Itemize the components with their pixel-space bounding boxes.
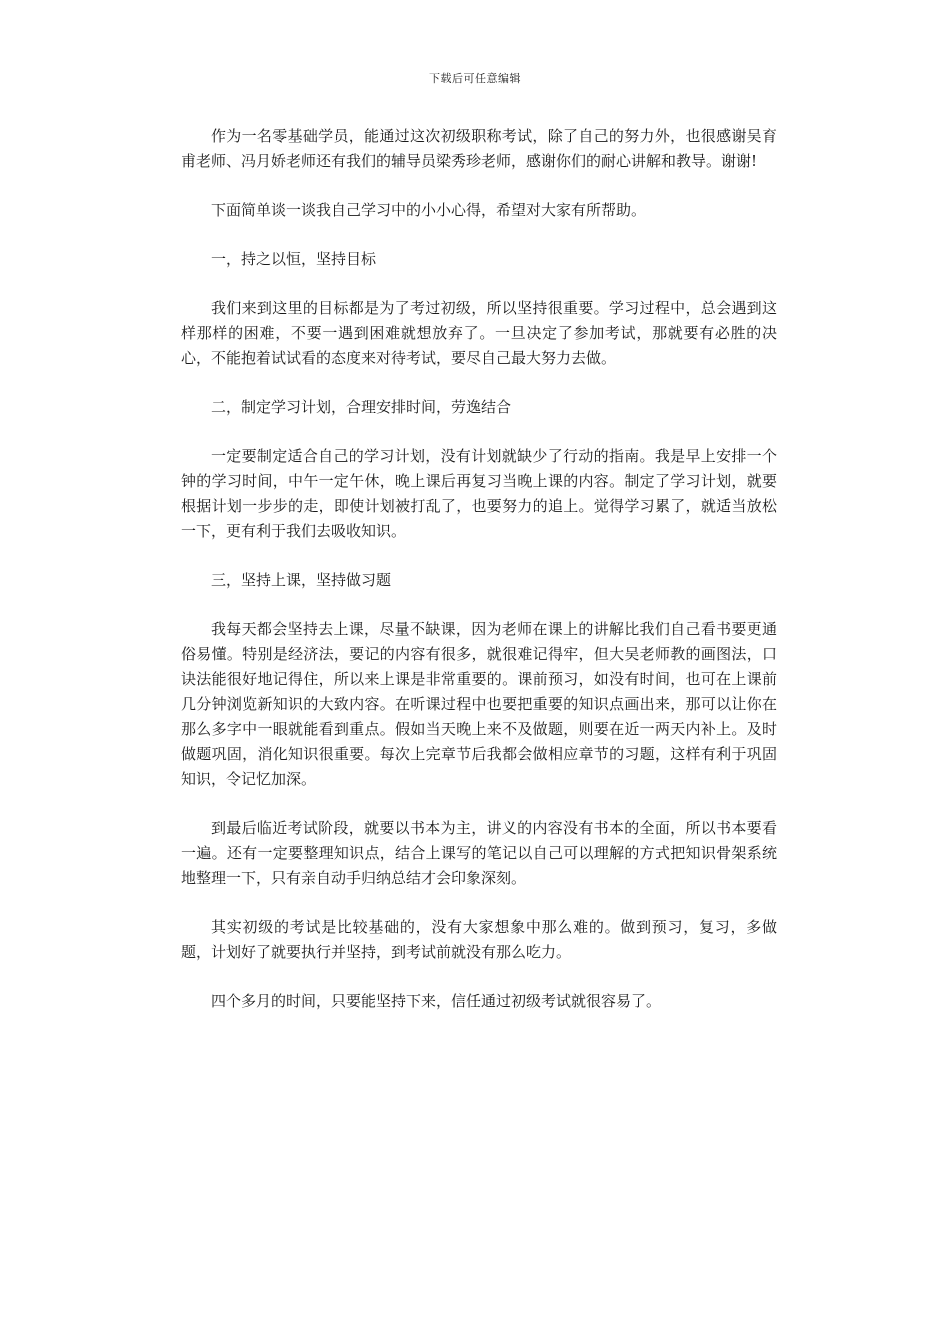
paragraph-section-3: 我每天都会坚持去上课，尽量不缺课，因为老师在课上的讲解比我们自己看书要更通俗易懂。特别是经济法，要记的内容有很多，就很难记得牢，但大吴老师教的画图法，口诀法能很好地记得住，所以来上课是非常重要的。课前预习，如没有时间，也可在上课前几分钟浏览新知识的大致内容。在听课过程中也要把重要的知识点画出来，那可以让你在那么多字中一眼就能看到重点。假如当天晚上来不及做题，则要在近一两天内补上。及时做题巩固，消化知识很重要。每次上完章节后我都会做相应章节的习题，这样有利于巩固知识，令记忆加深。 [181, 620, 777, 788]
page-header: 下载后可任意编辑 [429, 72, 521, 85]
section-heading-3: 三，坚持上课，坚持做习题 [211, 571, 392, 589]
paragraph-final-stage: 到最后临近考试阶段，就要以书本为主，讲义的内容没有书本的全面，所以书本要看一遍。还有一定要整理知识点，结合上课写的笔记以自己可以理解的方式把知识骨架系统地整理一下，只有亲自动手归纳总结才会印象深刻。 [181, 819, 777, 887]
paragraph-section-2: 一定要制定适合自己的学习计划，没有计划就缺少了行动的指南。我是早上安排一个钟的学习时间，中午一定午休，晚上课后再复习当晚上课的内容。制定了学习计划，就要根据计划一步步的走，即使计划被打乱了，也要努力的追上。觉得学习累了，就适当放松一下，更有利于我们去吸收知识。 [181, 447, 777, 540]
paragraph-summary: 其实初级的考试是比较基础的，没有大家想象中那么难的。做到预习，复习，多做题，计划好了就要执行并坚持，到考试前就没有那么吃力。 [181, 918, 777, 961]
paragraph-section-1: 我们来到这里的目标都是为了考过初级，所以坚持很重要。学习过程中，总会遇到这样那样的困难，不要一遇到困难就想放弃了。一旦决定了参加考试，那就要有必胜的决心，不能抱着试试看的态度来对待考试，要尽自己最大努力去做。 [181, 299, 777, 367]
paragraph-thanks: 作为一名零基础学员，能通过这次初级职称考试，除了自己的努力外，也很感谢吴育甫老师、冯月娇老师还有我们的辅导员梁秀珍老师，感谢你们的耐心讲解和教导。谢谢! [181, 127, 777, 170]
paragraph-intro: 下面简单谈一谈我自己学习中的小小心得，希望对大家有所帮助。 [211, 201, 647, 219]
section-heading-1: 一，持之以恒，坚持目标 [211, 250, 377, 268]
document-body [181, 124, 777, 1038]
paragraph-closing: 四个多月的时间，只要能坚持下来，信任通过初级考试就很容易了。 [211, 992, 662, 1010]
section-heading-2: 二，制定学习计划，合理安排时间，劳逸结合 [211, 398, 512, 416]
